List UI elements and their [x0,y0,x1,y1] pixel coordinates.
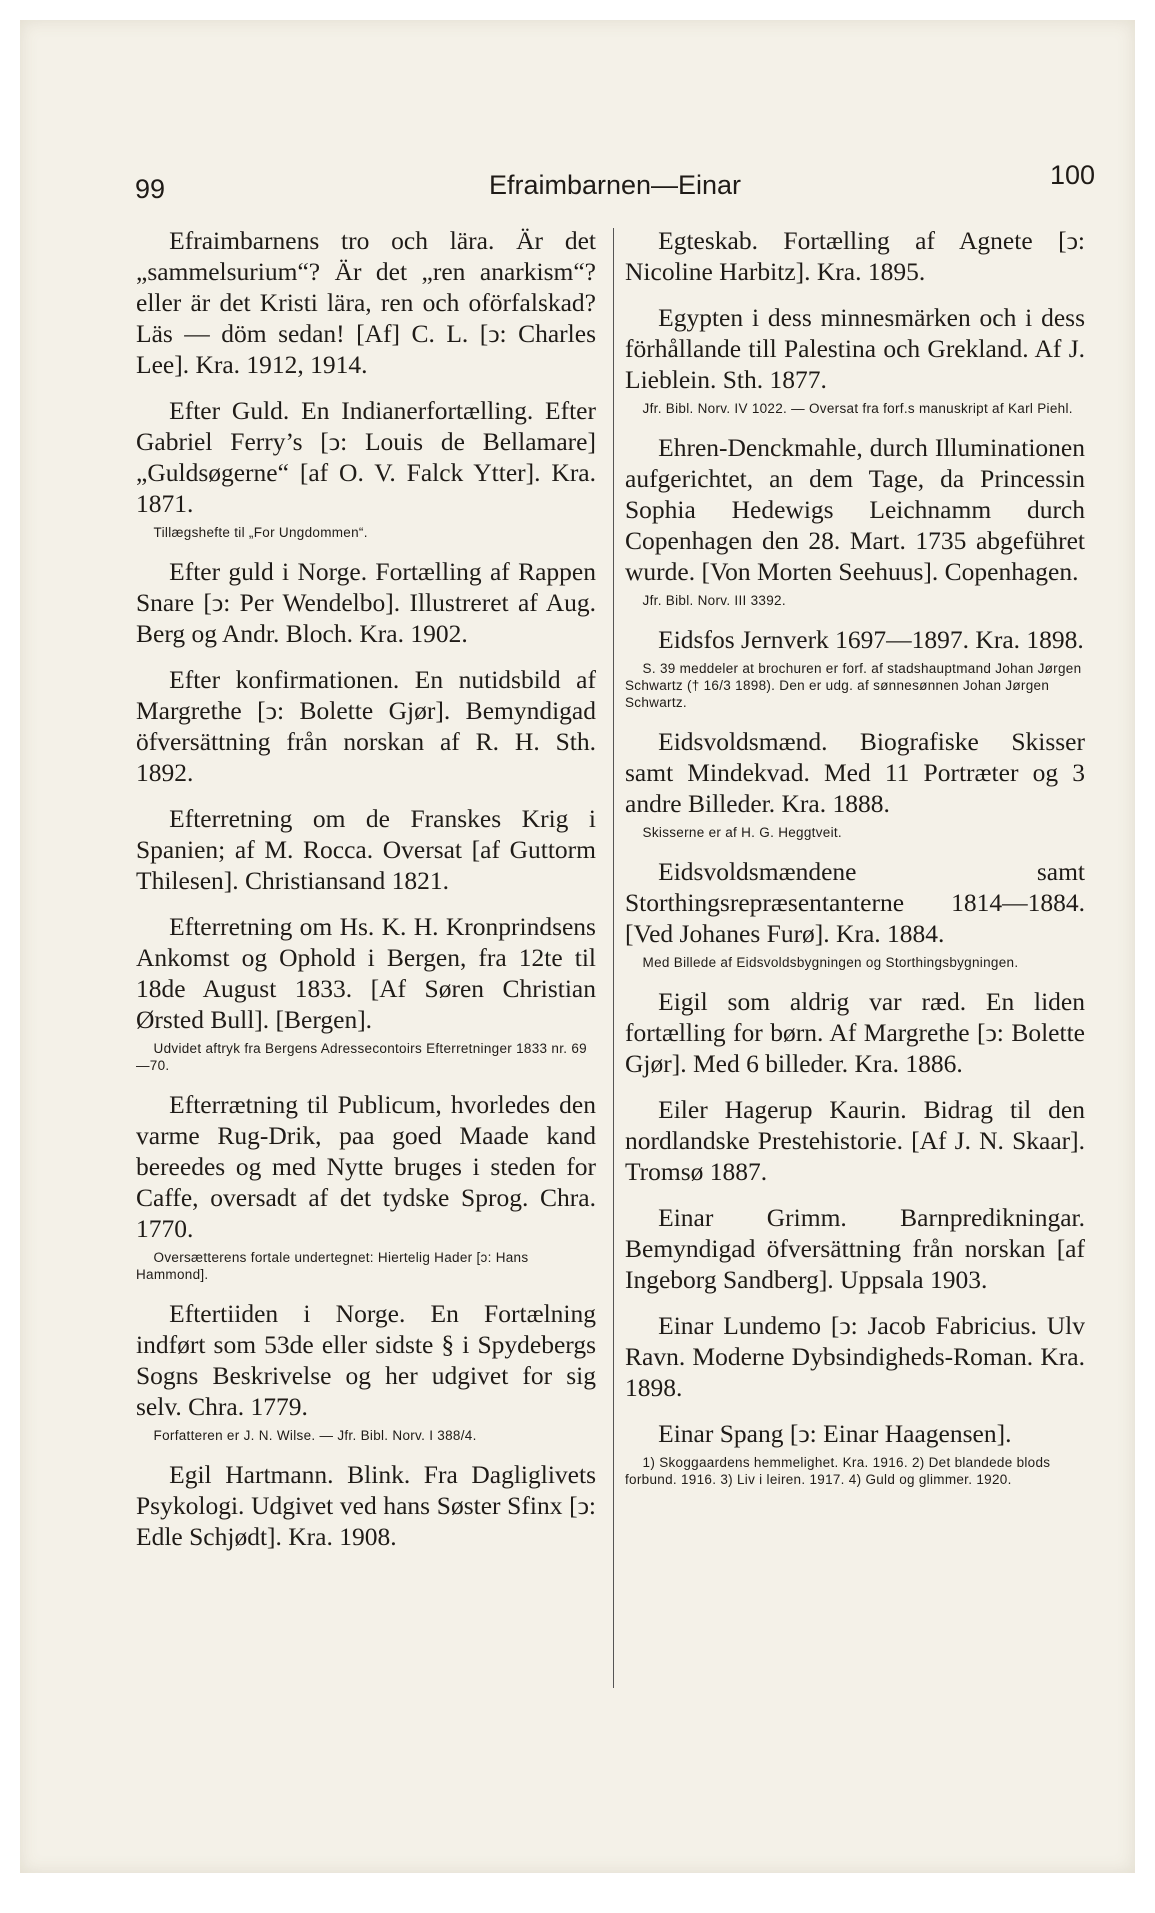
entry-efterretning-kronprindsens: Efterretning om Hs. K. H. Kronprindsens Ankomst og Ophold i Bergen, fra 12te til 18de August 1833. [Af Søren Christian Ørsted Bull]. [Bergen]. [136,912,596,1034]
entry-efterretning-franskes-krig: Efterretning om de Franskes Krig i Spanien; af M. Rocca. Oversat [af Guttorm Thilesen]. Christiansand 1821. [136,804,596,895]
entry-efterraetning-publicum: Efterrætning til Publicum, hvorledes den varme Rug-Drik, paa goed Maade kand bereedes og med Nytte bruges i steden for Caffe, oversadt af det tydske Sprog. Chra. 1770. [136,1090,596,1243]
entry-eidsvoldsmaend: Eidsvoldsmænd. Biografiske Skisser samt Mindekvad. Med 11 Portræter og 3 andre Billeder. Kra. 1888. [625,727,1085,818]
entry-note: Tillægshefte til „For Ungdommen“. [153,525,368,540]
entry-ehren-denckmahle: Ehren-Denckmahle, durch Illuminationen aufgerichtet, an dem Tage, da Princessin Sophia Hedewigs Leichnamm durch Copenhagen den 28. Mart. 1735 abgeführet wurde. [Von Morten Seehuus]. Copenhagen. [625,433,1085,586]
left-column [136,225,596,1567]
page-number-left: 99 [135,174,166,204]
entry-eiler-hagerup-kaurin: Eiler Hagerup Kaurin. Bidrag til den nordlandske Prestehistorie. [Af J. N. Skaar]. Tromsø 1887. [625,1095,1085,1186]
entry-note: Forfatteren er J. N. Wilse. — Jfr. Bibl. Norv. I 388/4. [153,1428,477,1443]
entry-eidsfos-jernverk: Eidsfos Jernverk 1697—1897. Kra. 1898. [658,625,1084,654]
entry-note: Skisserne er af H. G. Heggtveit. [642,825,842,840]
column-divider [613,228,614,1688]
entry-einar-lundemo: Einar Lundemo [ↄ: Jacob Fabricius. Ulv Ravn. Moderne Dybsindigheds-Roman. Kra. 1898. [625,1311,1085,1402]
entry-einar-grimm: Einar Grimm. Barnpredikningar. Bemyndigad öfversättning från norskan [af Ingeborg Sandberg]. Uppsala 1903. [625,1203,1085,1294]
entry-efter-guld-i-norge: Efter guld i Norge. Fortælling af Rappen Snare [ↄ: Per Wendelbo]. Illustreret af Aug. Berg og Andr. Bloch. Kra. 1902. [136,557,596,648]
entry-efter-konfirmationen: Efter konfirmationen. En nutidsbild af Margrethe [ↄ: Bolette Gjør]. Bemyndigad öfversättning från norskan af R. H. Sth. 1892. [136,665,596,787]
entry-note: Med Billede af Eidsvoldsbygningen og Storthingsbygningen. [642,955,1019,970]
entry-note: 1) Skoggaardens hemmelighet. Kra. 1916. 2) Det blandede blods forbund. 1916. 3) Liv i leiren. 1917. 4) Guld og glimmer. 1920. [625,1455,1051,1487]
entry-eigil: Eigil som aldrig var ræd. En liden fortælling for børn. Af Margrethe [ↄ: Bolette Gjør]. Med 6 billeder. Kra. 1886. [625,987,1085,1078]
entry-note: Udvidet aftryk fra Bergens Adressecontoirs Efterretninger 1833 nr. 69—70. [136,1041,587,1073]
page-number-right: 100 [1049,160,1095,190]
entry-note: Jfr. Bibl. Norv. IV 1022. — Oversat fra forf.s manuskript af Karl Piehl. [642,401,1073,416]
right-column [625,225,1085,1503]
entry-egypten: Egypten i dess minnesmärken och i dess förhållande till Palestina och Grekland. Af J. Lieblein. Sth. 1877. [625,303,1085,394]
entry-efter-guld: Efter Guld. En Indianerfortælling. Efter Gabriel Ferry’s [ↄ: Louis de Bellamare] „Guldsøgerne“ [af O. V. Falck Ytter]. Kra. 1871. [136,396,596,518]
entry-egteskab: Egteskab. Fortælling af Agnete [ↄ: Nicoline Harbitz]. Kra. 1895. [625,226,1085,286]
entry-eftertiiden-i-norge: Eftertiiden i Norge. En Fortælning indført som 53de eller sidste § i Spydebergs Sogns Beskrivelse og her udgivet for sig selv. Chra. 1779. [136,1299,596,1421]
running-title: Efraimbarnen—Einar [488,170,742,200]
book-page [20,20,1135,1873]
entry-note: S. 39 meddeler at brochuren er forf. af stadshauptmand Johan Jørgen Schwartz († 16/3 1898). Den er udg. af sønnesønnen Johan Jørgen Schwartz. [625,661,1082,710]
entry-egil-hartmann: Egil Hartmann. Blink. Fra Dagliglivets Psykologi. Udgivet ved hans Søster Sfinx [ↄ: Edle Schjødt]. Kra. 1908. [136,1460,596,1551]
entry-efraimbarnens-tro: Efraimbarnens tro och lära. Är det „sammelsurium“? Är det „ren anarkism“? eller är det Kristi lära, ren och oförfalskad? Läs — döm sedan! [Af] C. L. [ↄ: Charles Lee]. Kra. 1912, 1914. [136,226,596,379]
entry-note: Oversætterens fortale undertegnet: Hiertelig Hader [ↄ: Hans Hammond]. [136,1250,529,1282]
page-header [135,160,1095,206]
entry-eidsvoldsmaendene: Eidsvoldsmændene samt Storthingsrepræsentanterne 1814—1884. [Ved Johanes Furø]. Kra. 1884. [625,857,1085,948]
entry-einar-spang: Einar Spang [ↄ: Einar Haagensen]. [658,1419,1012,1448]
entry-note: Jfr. Bibl. Norv. III 3392. [642,593,786,608]
